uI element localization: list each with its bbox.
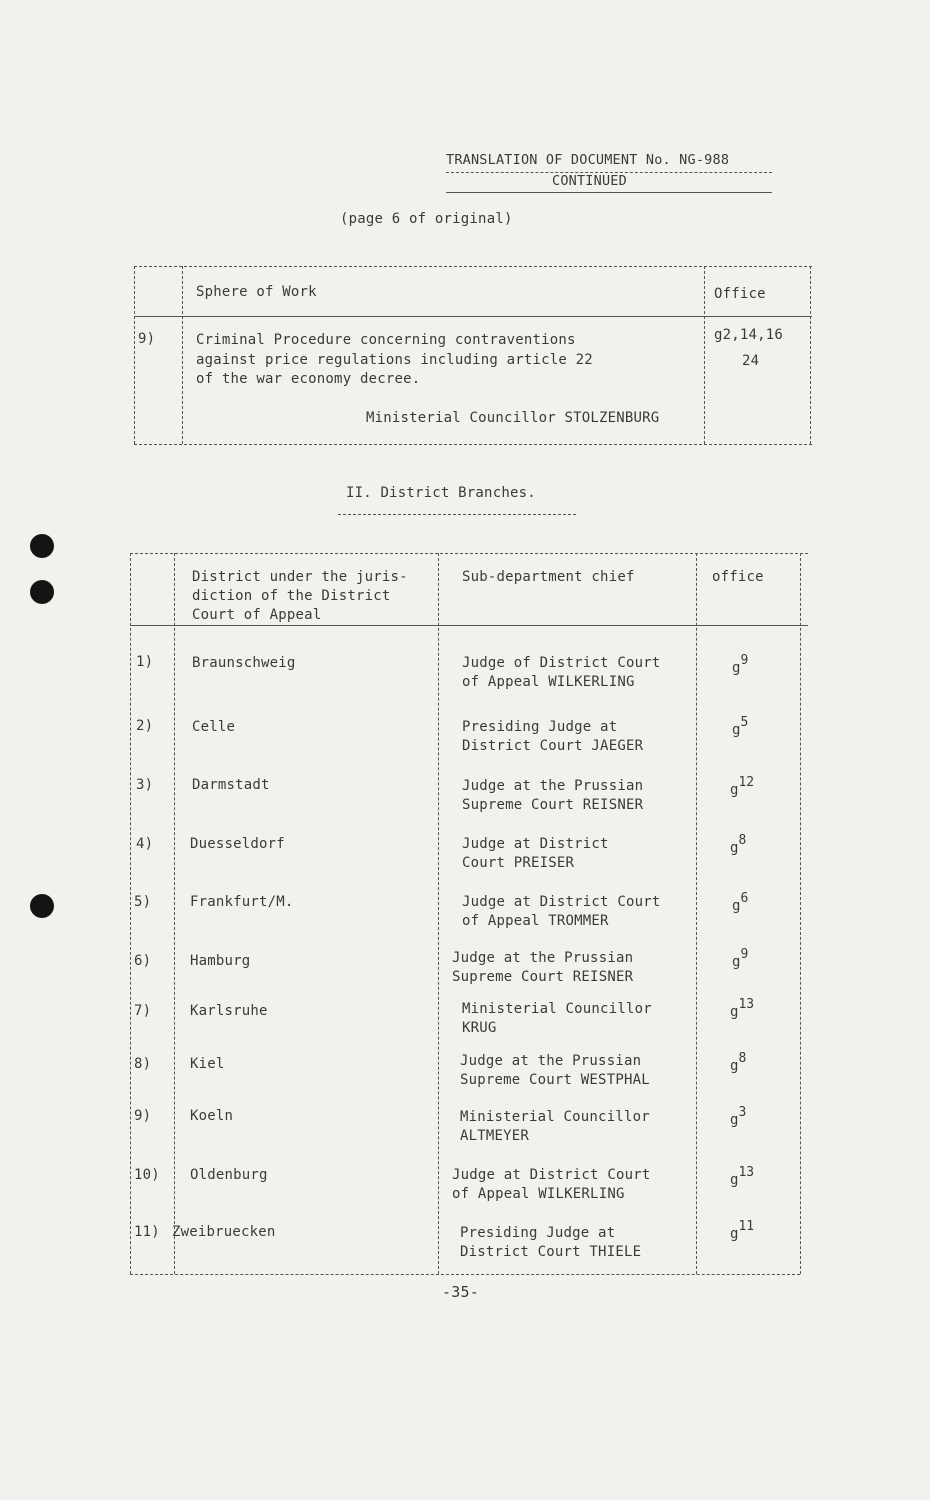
column-header-chief: Sub-department chief [462, 569, 635, 585]
row-number: 5) [134, 894, 152, 910]
row-number: 2) [136, 718, 154, 734]
district-name: Hamburg [190, 953, 251, 969]
district-name: Kiel [190, 1056, 225, 1072]
punch-hole-middle [30, 580, 54, 604]
sphere-line-2: against price regulations including article 22 [196, 352, 593, 368]
office-code: g13 [730, 1165, 755, 1188]
district-name: Koeln [190, 1108, 234, 1124]
punch-hole-bottom [30, 894, 54, 918]
office-code: g6 [732, 891, 749, 914]
office-code: g12 [730, 775, 755, 798]
district-name: Duesseldorf [190, 836, 285, 852]
row-number: 8) [134, 1056, 152, 1072]
column-header-office: Office [714, 286, 766, 302]
row-number: 10) [134, 1167, 160, 1183]
sub-department-chief: Presiding Judge at District Court JAEGER [462, 719, 644, 754]
office-codes-cont: 24 [742, 353, 760, 369]
official-name: Ministerial Councillor STOLZENBURG [366, 410, 660, 426]
sub-department-chief: Judge at the Prussian Supreme Court REISNER [462, 778, 644, 813]
row-number: 1) [136, 654, 154, 670]
row-number: 6) [134, 953, 152, 969]
section-title-underline [338, 514, 576, 515]
punch-hole-top [30, 534, 54, 558]
row-number: 11) [134, 1224, 160, 1240]
page-reference: (page 6 of original) [340, 211, 513, 227]
section-title: II. District Branches. [346, 485, 536, 501]
column-header-office: office [712, 569, 764, 585]
sub-department-chief: Ministerial Councillor ALTMEYER [460, 1109, 650, 1144]
office-code: g3 [730, 1105, 747, 1128]
district-name: Karlsruhe [190, 1003, 268, 1019]
document-title: TRANSLATION OF DOCUMENT No. NG-988 [446, 152, 730, 168]
office-code: g8 [730, 1051, 747, 1074]
sub-department-chief: Judge at the Prussian Supreme Court WESTPHAL [460, 1053, 650, 1088]
sub-department-chief: Judge at District Court of Appeal TROMMER [462, 894, 661, 929]
row-number: 7) [134, 1003, 152, 1019]
office-code: g13 [730, 997, 755, 1020]
district-name: Oldenburg [190, 1167, 268, 1183]
document-subtitle: CONTINUED [552, 173, 627, 189]
office-code: g9 [732, 947, 749, 970]
row-number: 9) [138, 331, 156, 347]
subtitle-underline [446, 192, 772, 193]
row-number: 3) [136, 777, 154, 793]
sub-department-chief: Judge at District Court PREISER [462, 836, 609, 871]
column-header-sphere: Sphere of Work [196, 284, 317, 300]
sub-department-chief: Ministerial Councillor KRUG [462, 1001, 652, 1036]
page-number: -35- [442, 1283, 479, 1301]
row-number: 4) [136, 836, 154, 852]
district-name: Darmstadt [192, 777, 270, 793]
sphere-line-1: Criminal Procedure concerning contraventions [196, 332, 576, 348]
district-name: Zweibruecken [172, 1224, 276, 1240]
sub-department-chief: Judge at District Court of Appeal WILKERLING [452, 1167, 651, 1202]
office-code: g5 [732, 715, 749, 738]
sphere-line-3: of the war economy decree. [196, 371, 421, 387]
row-number: 9) [134, 1108, 152, 1124]
sub-department-chief: Presiding Judge at District Court THIELE [460, 1225, 642, 1260]
district-name: Frankfurt/M. [190, 894, 294, 910]
office-code: g8 [730, 833, 747, 856]
office-code: g9 [732, 653, 749, 676]
district-name: Celle [192, 719, 236, 735]
sub-department-chief: Judge at the Prussian Supreme Court REISNER [452, 950, 634, 985]
sub-department-chief: Judge of District Court of Appeal WILKERLING [462, 655, 661, 690]
district-name: Braunschweig [192, 655, 296, 671]
office-code: g11 [730, 1219, 755, 1242]
office-codes: g2,14,16 [714, 327, 784, 343]
column-header-district: District under the juris- diction of the District Court of Appeal [192, 569, 408, 623]
